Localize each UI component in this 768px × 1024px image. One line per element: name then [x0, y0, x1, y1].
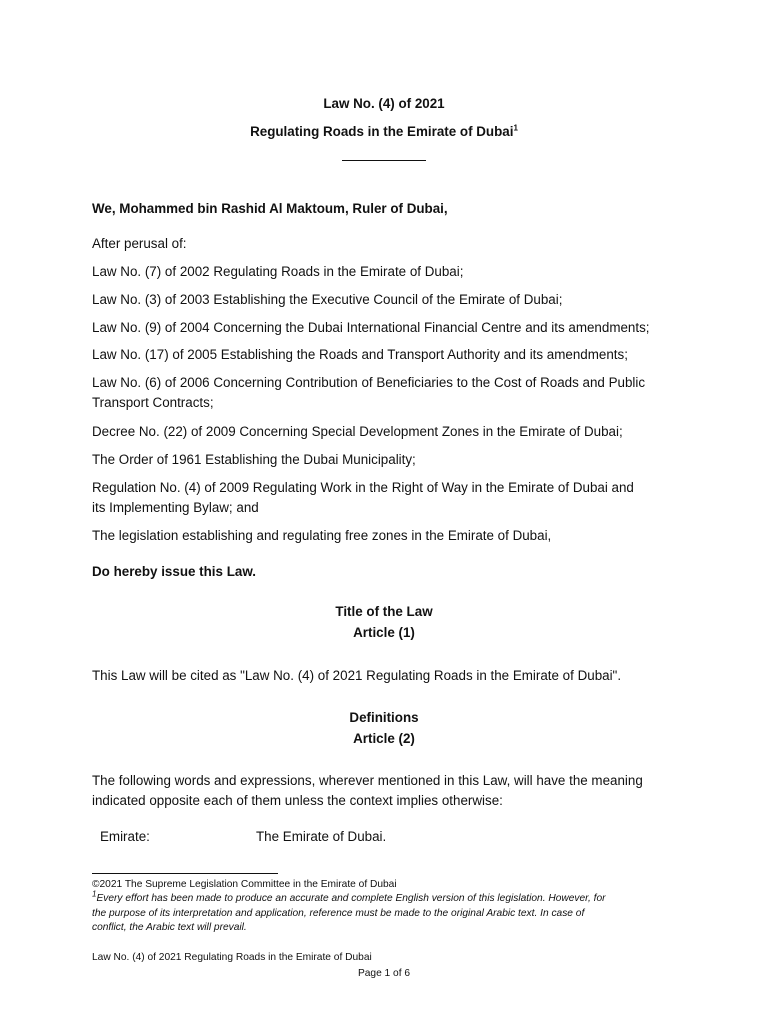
issue-statement: Do hereby issue this Law. — [92, 564, 256, 579]
article1-number: Article (1) — [353, 625, 415, 640]
article2-intro: The following words and expressions, wherever mentioned in this Law, will have the meaning — [92, 773, 643, 788]
perusal-item: its Implementing Bylaw; and — [92, 500, 259, 515]
perusal-item: The legislation establishing and regulating free zones in the Emirate of Dubai, — [92, 528, 552, 543]
perusal-item: Decree No. (22) of 2009 Concerning Special Development Zones in the Emirate of Dubai; — [92, 424, 623, 439]
law-title: Law No. (4) of 2021 — [323, 96, 445, 111]
article1-heading: Title of the Law — [335, 604, 433, 619]
perusal-item: Law No. (9) of 2004 Concerning the Dubai International Financial Centre and its amendments; — [92, 320, 650, 335]
footnote-line: conflict, the Arabic text will prevail. — [92, 922, 247, 933]
article2-heading: Definitions — [349, 710, 419, 725]
perusal-item: Law No. (3) of 2003 Establishing the Executive Council of the Emirate of Dubai; — [92, 292, 563, 307]
article2-number: Article (2) — [353, 731, 415, 746]
after-perusal: After perusal of: — [92, 236, 187, 251]
footnote-copyright: ©2021 The Supreme Legislation Committee in the Emirate of Dubai — [92, 879, 397, 890]
footnote-line — [92, 889, 606, 907]
definition-text: The Emirate of Dubai. — [256, 829, 387, 844]
perusal-item: Law No. (17) of 2005 Establishing the Roads and Transport Authority and its amendments; — [92, 347, 628, 362]
running-footer: Law No. (4) of 2021 Regulating Roads in the Emirate of Dubai — [92, 952, 372, 963]
law-subtitle — [0, 122, 768, 142]
footnote-rule — [92, 873, 278, 874]
page-number: Page 1 of 6 — [357, 968, 411, 979]
perusal-item: Regulation No. (4) of 2009 Regulating Work in the Right of Way in the Emirate of Dubai and — [92, 480, 634, 495]
law-subtitle-text: Regulating Roads in the Emirate of Dubai — [250, 124, 514, 139]
footnote-ref: 1 — [513, 123, 518, 133]
footnote-marker: 1 — [92, 889, 97, 899]
perusal-item: Law No. (6) of 2006 Concerning Contribution of Beneficiaries to the Cost of Roads and Public — [92, 375, 646, 390]
perusal-item: Law No. (7) of 2002 Regulating Roads in the Emirate of Dubai; — [92, 264, 464, 279]
title-rule — [342, 160, 426, 161]
footnote-text: Every effort has been made to produce an accurate and complete English version of this legislation. However, for — [96, 893, 606, 904]
footnote-line: the purpose of its interpretation and application, reference must be made to the original Arabic text. In case of — [92, 908, 585, 919]
article1-text: This Law will be cited as "Law No. (4) of 2021 Regulating Roads in the Emirate of Dubai". — [92, 668, 622, 683]
perusal-item: The Order of 1961 Establishing the Dubai Municipality; — [92, 452, 416, 467]
definition-term: Emirate: — [100, 829, 150, 844]
ruler-line: We, Mohammed bin Rashid Al Maktoum, Ruler of Dubai, — [92, 201, 448, 216]
article2-intro: indicated opposite each of them unless the context implies otherwise: — [92, 793, 503, 808]
perusal-item: Transport Contracts; — [92, 395, 214, 410]
